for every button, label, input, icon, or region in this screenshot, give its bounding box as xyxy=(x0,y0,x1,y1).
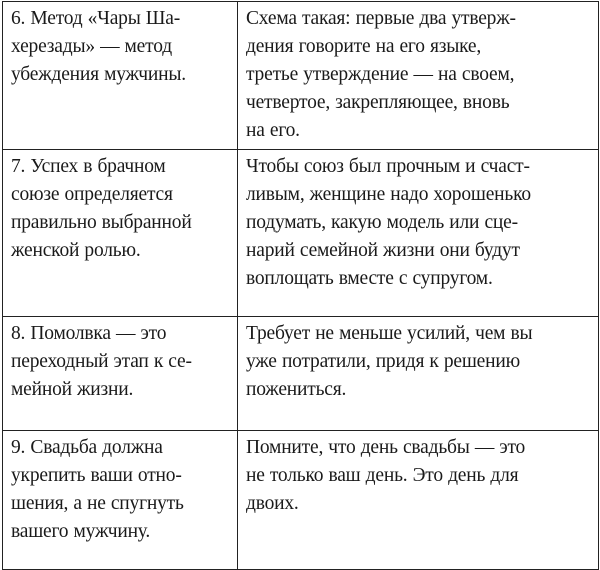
table-row xyxy=(3,431,599,570)
text-line: Чтобы союз был прочным и счаст- xyxy=(246,156,530,177)
table-row xyxy=(3,317,599,431)
text-line: укрепить ваши отно- xyxy=(11,465,182,486)
explanation-cell xyxy=(238,317,599,431)
document-table xyxy=(2,1,599,570)
text-line: мейной жизни. xyxy=(11,379,134,400)
text-line: третье утверждение — на своем, xyxy=(246,64,515,85)
text-line: нарий семейной жизни они будут xyxy=(246,240,520,261)
table-row xyxy=(3,150,599,317)
text-line: подумать, какую модель или сце- xyxy=(246,212,518,233)
text-line: херезады» — метод xyxy=(11,36,172,57)
text-line: женской ролью. xyxy=(11,240,141,261)
text-line: ливым, женщине надо хорошенько xyxy=(246,184,531,205)
text-line: Схема такая: первые два утверж- xyxy=(246,8,516,29)
text-line: переходный этап к се- xyxy=(11,351,192,372)
explanation-cell xyxy=(238,431,599,570)
text-line: не только ваш день. Это день для xyxy=(246,465,519,486)
text-line: пожениться. xyxy=(246,379,347,400)
text-line: вашего мужчину. xyxy=(11,521,151,542)
principle-cell xyxy=(3,150,238,317)
text-line: 7. Успех в брачном xyxy=(11,156,166,177)
principle-cell xyxy=(3,431,238,570)
table-row xyxy=(3,2,599,150)
principle-cell xyxy=(3,2,238,150)
text-line: воплощать вместе с супругом. xyxy=(246,268,493,289)
text-line: четвертое, закрепляющее, вновь xyxy=(246,92,510,113)
text-line: двоих. xyxy=(246,493,299,514)
text-line: 6. Метод «Чары Ша- xyxy=(11,8,181,29)
text-line: союзе определяется xyxy=(11,184,173,205)
text-line: убеждения мужчины. xyxy=(11,64,186,85)
principle-cell xyxy=(3,317,238,431)
explanation-cell xyxy=(238,2,599,150)
text-line: дения говорите на его языке, xyxy=(246,36,482,57)
explanation-cell xyxy=(238,150,599,317)
text-line: уже потратили, придя к решению xyxy=(246,351,520,372)
text-line: на его. xyxy=(246,120,300,141)
text-line: Помните, что день свадьбы — это xyxy=(246,437,526,458)
text-line: шения, а не спугнуть xyxy=(11,493,184,514)
text-line: 8. Помолвка — это xyxy=(11,323,167,344)
text-line: Требует не меньше усилий, чем вы xyxy=(246,323,533,344)
text-line: 9. Свадьба должна xyxy=(11,437,163,458)
text-line: правильно выбранной xyxy=(11,212,192,233)
